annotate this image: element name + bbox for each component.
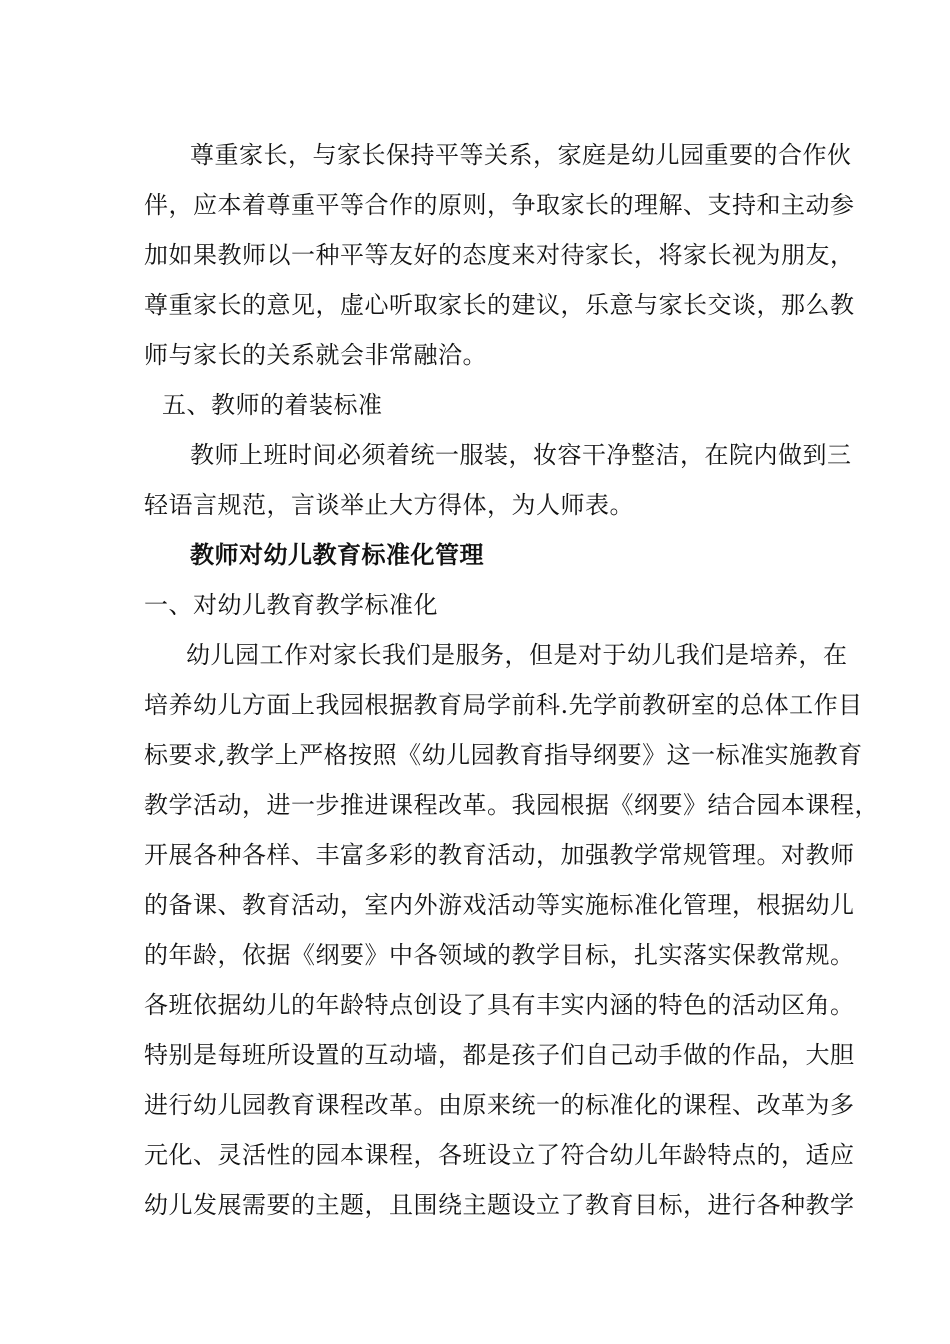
paragraph-line: 教学活动，进一步推进课程改革。我园根据《纲要》结合园本课程，: [144, 791, 879, 819]
paragraph-line: 伴，应本着尊重平等合作的原则，争取家长的理解、支持和主动参: [144, 191, 855, 219]
paragraph-line: 的年龄，依据《纲要》中各领域的教学目标，扎实落实保教常规。: [144, 941, 855, 969]
paragraph-line: 进行幼儿园教育课程改革。由原来统一的标准化的课程、改革为多: [144, 1091, 855, 1119]
document-title: 教师对幼儿教育标准化管理: [190, 540, 484, 569]
paragraph-line: 教师上班时间必须着统一服装，妆容干净整洁，在院内做到三: [190, 441, 852, 469]
paragraph-line: 的备课、教育活动，室内外游戏活动等实施标准化管理，根据幼儿: [144, 891, 855, 919]
paragraph-line: 开展各种各样、丰富多彩的教育活动，加强教学常规管理。对教师: [144, 841, 855, 869]
paragraph-line: 特别是每班所设置的互动墙，都是孩子们自己动手做的作品，大胆: [144, 1041, 855, 1069]
paragraph-line: 尊重家长，与家长保持平等关系，家庭是幼儿园重要的合作伙: [190, 141, 852, 169]
paragraph-line: 各班依据幼儿的年龄特点创设了具有丰实内涵的特色的活动区角。: [144, 991, 855, 1019]
section-heading: 一、对幼儿教育教学标准化: [144, 591, 438, 619]
paragraph-line: 幼儿发展需要的主题，且围绕主题设立了教育目标，进行各种教学: [144, 1191, 855, 1219]
paragraph-line: 元化、灵活性的园本课程，各班设立了符合幼儿年龄特点的，适应: [144, 1141, 855, 1169]
paragraph-line: 轻语言规范，言谈举止大方得体，为人师表。: [144, 491, 634, 519]
paragraph-line: 尊重家长的意见，虚心听取家长的建议，乐意与家长交谈，那么教: [144, 291, 855, 319]
paragraph-line: 标要求,教学上严格按照《幼儿园教育指导纲要》这一标准实施教育: [144, 741, 863, 769]
paragraph-line: 加如果教师以一种平等友好的态度来对待家长，将家长视为朋友，: [144, 241, 855, 269]
section-heading: 五、教师的着装标准: [162, 391, 383, 419]
paragraph-line: 幼儿园工作对家长我们是服务，但是对于幼儿我们是培养，在: [186, 641, 848, 669]
paragraph-line: 培养幼儿方面上我园根据教育局学前科.先学前教研室的总体工作目: [144, 691, 863, 719]
paragraph-line: 师与家长的关系就会非常融洽。: [144, 341, 487, 369]
